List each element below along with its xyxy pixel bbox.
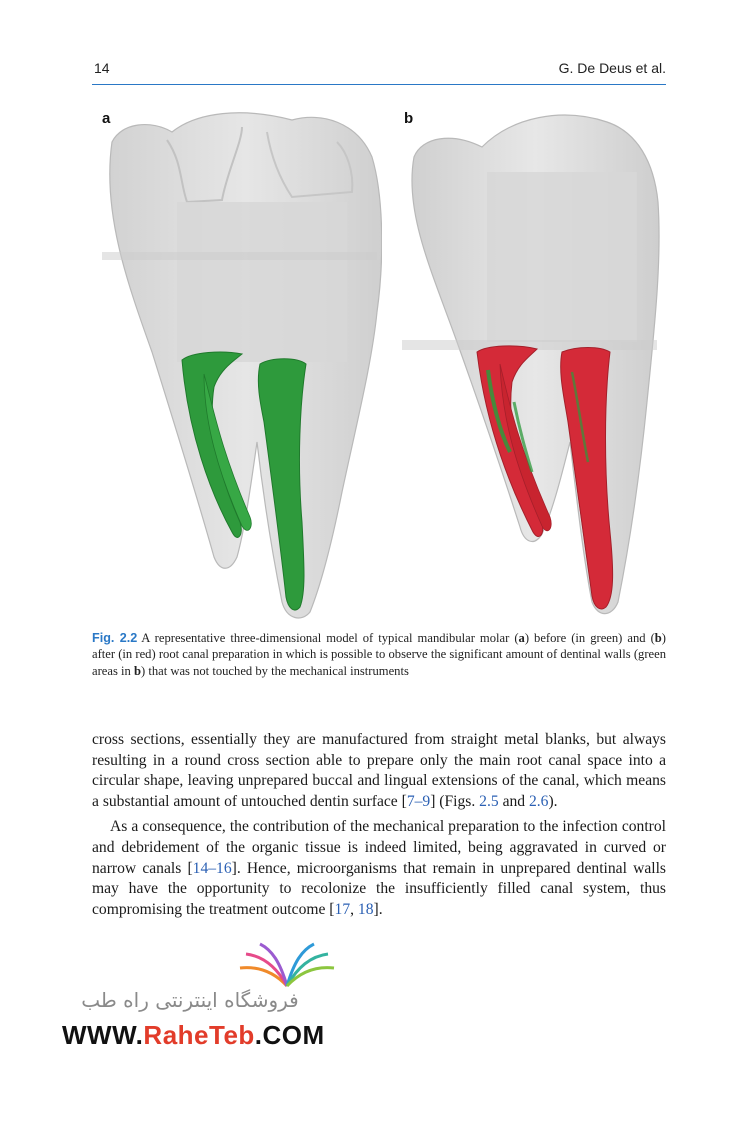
paragraph-text: ]. Hence, microorganisms that remain in unprepared dentinal walls may have the opportunity to recolonize the insufficiently filled canal system, thus compromising the treatment outcome [ [92,859,666,918]
caption-text: ) before (in green) and ( [524,631,655,645]
caption-text: ) that was not touched by the mechanical instruments [140,663,409,678]
figure-caption [92,630,666,679]
url-suffix: .COM [254,1020,325,1050]
caption-bold-b: b [654,631,662,645]
citation-link[interactable]: 17 [334,900,351,918]
caption-text: A representative three-dimensional model of typical mandibular molar ( [141,631,519,645]
book-logo-icon [232,942,342,992]
caption-bold-a: a [518,631,525,645]
paragraph-text: As a consequence, the contribution of the mechanical preparation to the infection control and debridement of the organic tissue is indeed limited, being aggravated in curved or narrow canals [ [92,818,666,877]
figure-link[interactable]: 2.5 [479,792,499,810]
caption-text: ) after (in red) root canal preparation in which is possible to observe the significant amount of dentinal walls (green areas in [92,631,666,678]
panel-label-b: b [404,110,414,127]
pulp-chamber [177,202,347,362]
tooth-model-before [92,102,382,622]
paragraph-text: , [350,900,358,918]
paragraph-1 [92,730,666,812]
paragraph-text: cross sections, essentially they are manufactured from straight metal blanks, but always resulting in a round cross section able to prepare only the main root canal space into a circular shape, leaving unprepared buccal and lingual extensions of the canal, which means a substantial amount of untouched dentin surface [ [92,731,666,810]
panel-label-a: a [102,110,111,127]
running-header [92,56,666,84]
citation-link[interactable]: 18 [357,900,374,918]
running-head-author: G. De Deus et al. [558,60,666,76]
pulp-chamber [487,172,637,342]
figure-label: Fig. 2.2 [92,631,138,645]
figure-link[interactable]: 2.6 [528,792,549,810]
section-band [102,252,377,260]
watermark-url [62,1020,325,1051]
tooth-outline [110,113,382,618]
tooth-model-after [392,102,666,622]
paragraph-text: and [498,792,529,810]
paragraph-text: ]. [373,900,383,918]
paragraph-2 [92,817,666,920]
caption-bold-b: b [133,663,141,678]
page-number: 14 [94,60,110,76]
figure-2-2 [92,102,666,622]
paragraph-text: ). [548,792,558,810]
paragraph-text: ] (Figs. [430,792,480,810]
url-brand: RaheTeb [143,1020,255,1050]
watermark-persian-text: فروشگاه اینترنتی راه طب [81,988,299,1012]
citation-link[interactable]: 7–9 [406,792,431,810]
body-text [92,730,666,920]
citation-link[interactable]: 14–16 [192,859,232,877]
url-prefix: WWW. [62,1020,144,1050]
watermark [62,940,332,1050]
header-rule [92,84,666,85]
